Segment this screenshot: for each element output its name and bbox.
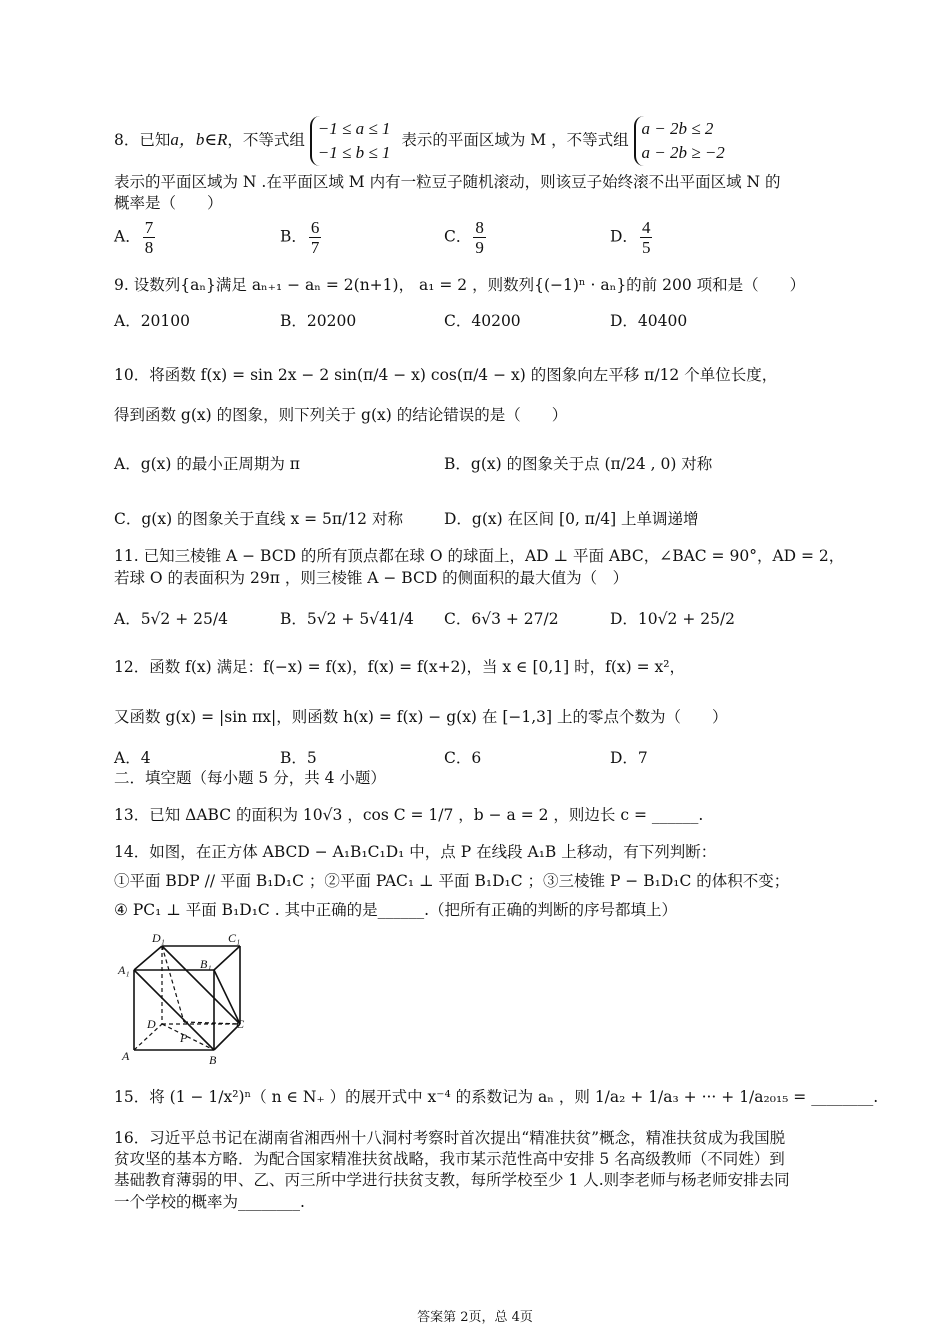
cube-figure	[112, 928, 262, 1068]
q8-option-b: B． $\frac{6}{7}$	[280, 218, 320, 257]
q11-option-b: B．5√2 + 5√41/4	[280, 610, 414, 628]
q9-option-c: C．40200	[444, 312, 521, 330]
q8-option-d: D． $\frac{4}{5}$	[610, 218, 651, 257]
q8-line2: 表示的平面区域为 N .在平面区域 M 内有一粒豆子随机滚动，则该豆子始终滚不出平面区域 N 的	[114, 173, 781, 191]
q8-line3: 概率是（ ）	[114, 194, 223, 212]
q9-option-a: A．20100	[114, 312, 191, 330]
q14-line1: 14．如图，在正方体 ABCD − A₁B₁C₁D₁ 中，点 P 在线段 A₁B 上移动，有下列判断：	[114, 843, 717, 861]
q11-line2: 若球 O 的表面积为 29π ，则三棱锥 A − BCD 的侧面积的最大值为（ ）	[114, 569, 629, 587]
label-b1: B₁	[200, 957, 212, 971]
q11-line1: 11. 已知三棱锥 A − BCD 的所有顶点都在球 O 的球面上，AD ⊥ 平面 ABC，∠BAC = 90°，AD = 2，	[114, 547, 845, 565]
label-b: B	[209, 1053, 217, 1067]
q8-sys2-row2: a − 2b ≥ −2	[641, 143, 725, 162]
q12-line1: 12．函数 f(x) 满足：f(−x) = f(x)，f(x) = f(x+2)，当 x ∈ [0,1] 时，f(x) = x²，	[114, 658, 685, 676]
q10-line1: 10．将函数 f(x) = sin 2x − 2 sin(π/4 − x) cos(π/4 − x) 的图象向左平移 π/12 个单位长度，	[114, 366, 778, 384]
q16-line3: 基础教育薄弱的甲、乙、丙三所中学进行扶贫支教，每所学校至少 1 人.则李老师与杨老师安排去同	[114, 1171, 790, 1189]
q15-text: 15．将 (1 − 1/x²)ⁿ（ n ∈ N₊ ）的展开式中 x⁻⁴ 的系数记为 aₙ ，则 1/a₂ + 1/a₃ + ··· + 1/a₂₀₁₅ = ________.	[114, 1088, 879, 1106]
q10-line2: 得到函数 g(x) 的图象，则下列关于 g(x) 的结论错误的是（ ）	[114, 406, 568, 424]
q8-sys2-row1: a − 2b ≤ 2	[641, 119, 714, 138]
q16-line2: 贫攻坚的基本方略．为配合国家精准扶贫战略，我市某示范性高中安排 5 名高级教师（不同姓）到	[114, 1150, 785, 1168]
q14-line3: ④ PC₁ ⊥ 平面 B₁D₁C . 其中正确的是______.（把所有正确的判断的序号都填上）	[114, 901, 677, 919]
label-d1: D₁	[152, 931, 165, 945]
q8-sys1-row1: −1 ≤ a ≤ 1	[317, 119, 391, 138]
q8-sys1-row2: −1 ≤ b ≤ 1	[317, 143, 391, 162]
q8-mid: 表示的平面区域为 M ，不等式组	[401, 131, 629, 149]
q8-system-1	[310, 116, 397, 166]
label-p: P	[180, 1031, 188, 1045]
q10-option-c: C．g(x) 的图象关于直线 x = 5π/12 对称	[114, 510, 403, 528]
label-c1: C₁	[228, 931, 241, 945]
section-fill-in-heading: 二．填空题（每小题 5 分，共 4 小题）	[114, 769, 386, 787]
label-a: A	[122, 1049, 130, 1063]
q10-option-b: B．g(x) 的图象关于点 (π/24 , 0) 对称	[444, 455, 713, 473]
q8-system-2	[634, 116, 731, 166]
q12-line2: 又函数 g(x) = |sin πx|，则函数 h(x) = f(x) − g(x) 在 [−1,3] 上的零点个数为（ ）	[114, 708, 728, 726]
q10-option-d: D．g(x) 在区间 [0, π/4] 上单调递增	[444, 510, 699, 528]
label-d: D	[147, 1017, 156, 1031]
q9-text: 9. 设数列{aₙ}满足 aₙ₊₁ − aₙ = 2(n+1)， a₁ = 2 ，则数列{(−1)ⁿ · aₙ}的前 200 项和是（ ）	[114, 276, 806, 294]
q13-text: 13．已知 ΔABC 的面积为 10√3 ，cos C = 1/7 ，b − a = 2 ，则边长 c = ______.	[114, 806, 704, 824]
q12-option-c: C．6	[444, 749, 482, 767]
q11-option-c: C．6√3 + 27/2	[444, 610, 559, 628]
q14-line2: ①平面 BDP // 平面 B₁D₁C ；②平面 PAC₁ ⊥ 平面 B₁D₁C ；③三棱锥 P − B₁D₁C 的体积不变；	[114, 872, 790, 890]
label-c: C	[236, 1017, 245, 1031]
q16-line4: 一个学校的概率为________.	[114, 1193, 305, 1211]
q8-line1: 8．已知a，b∈R，不等式组 −1 ≤ a ≤ 1 −1 ≤ b ≤ 1 表示的平面区域为 M ，不等式组 a − 2b ≤ 2 a − 2b ≥ −2	[114, 116, 731, 166]
q8-intro: 8．已知	[114, 131, 171, 149]
q16-line1: 16．习近平总书记在湖南省湘西州十八洞村考察时首次提出“精准扶贫”概念，精准扶贫成为我国脱	[114, 1129, 786, 1147]
q8-vars: a，b∈R	[170, 130, 228, 149]
q8-option-c: C． $\frac{8}{9}$	[444, 218, 484, 257]
q9-option-d: D．40400	[610, 312, 688, 330]
q8-option-a: A． $\frac{7}{8}$	[114, 218, 154, 257]
q11-option-d: D．10√2 + 25/2	[610, 610, 736, 628]
q9-option-b: B．20200	[280, 312, 357, 330]
q12-option-a: A．4	[114, 749, 151, 767]
q11-option-a: A．5√2 + 25/4	[114, 610, 228, 628]
q12-option-b: B．5	[280, 749, 317, 767]
q10-option-a: A．g(x) 的最小正周期为 π	[114, 455, 300, 473]
label-a1: A₁	[118, 963, 130, 977]
page-footer: 答案第 2页，总 4页	[417, 1310, 533, 1325]
q12-option-d: D．7	[610, 749, 648, 767]
